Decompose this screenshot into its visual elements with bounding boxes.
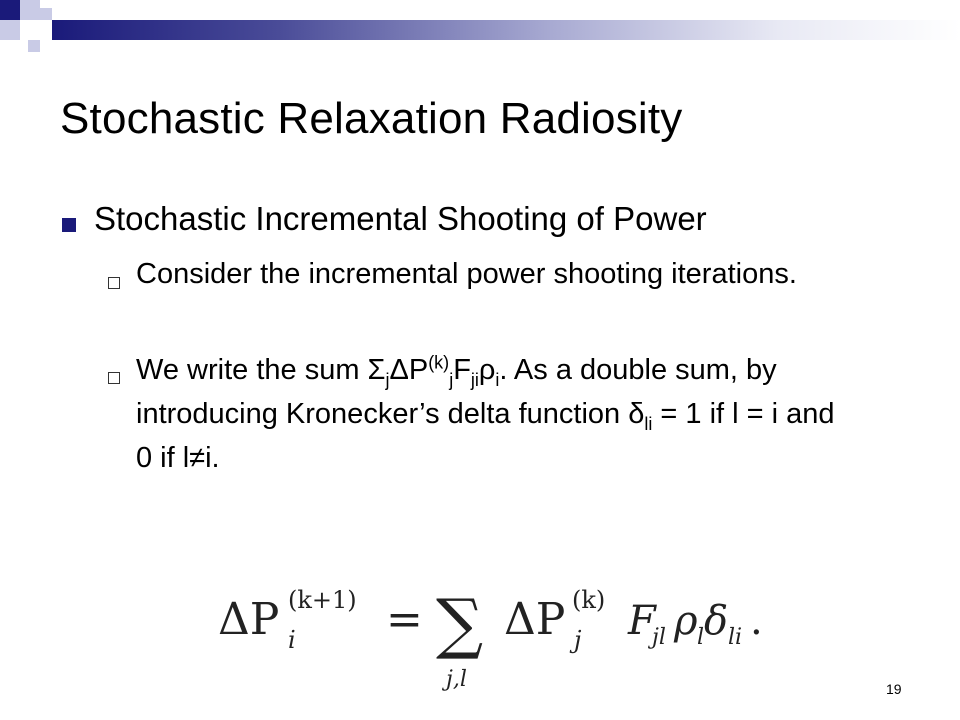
header-gradient-bar — [52, 20, 960, 40]
equation-rho-sub: l — [697, 625, 705, 650]
equation-rhs-sub: j — [574, 626, 582, 654]
equation-rhs-sup: (k) — [572, 586, 606, 614]
sub-bullet-1: Consider the incremental power shooting iterations. — [136, 258, 797, 290]
equation-lhs-sub: i — [288, 626, 296, 654]
bullet-text: Stochastic Incremental Shooting of Power — [94, 200, 707, 237]
square-bullet-icon — [62, 218, 76, 232]
summation-icon: ∑ — [436, 585, 484, 662]
slide-title: Stochastic Relaxation Radiosity — [60, 94, 683, 143]
equation-lhs: ΔP — [218, 594, 280, 645]
equation-F: F — [628, 598, 656, 644]
equation-delta: δ — [704, 598, 729, 644]
sub-bullet-2: We write the sum $\Sigma_j\Delta P^{(k)}_jF_{ji}\rho_i$. As a double sum, by introducing Kronecker’s delta function $\delta_{li} = 1$ if l = i and 0 if l≠i. — [136, 352, 835, 474]
equation-rho: ρ — [674, 598, 698, 644]
header-square-white — [20, 20, 40, 40]
equation-F-sub: jl — [652, 625, 666, 650]
box-bullet-icon — [108, 277, 120, 289]
equation-sum-sub: j,l — [446, 667, 467, 692]
header-square-light — [0, 20, 20, 40]
header-square-small — [40, 8, 52, 20]
equation-delta-sub: li — [728, 625, 743, 650]
equation-lhs-sup: (k+1) — [288, 586, 357, 614]
box-bullet-icon — [108, 372, 120, 384]
equation-end: . — [750, 598, 763, 644]
equation — [218, 578, 778, 698]
header-square-small — [28, 40, 40, 52]
equation-rhs: ΔP — [504, 594, 566, 645]
header-square-dark — [0, 0, 20, 20]
equation-equals: = — [386, 594, 423, 645]
header-square-light — [20, 0, 40, 20]
page-number: 19 — [886, 681, 902, 697]
